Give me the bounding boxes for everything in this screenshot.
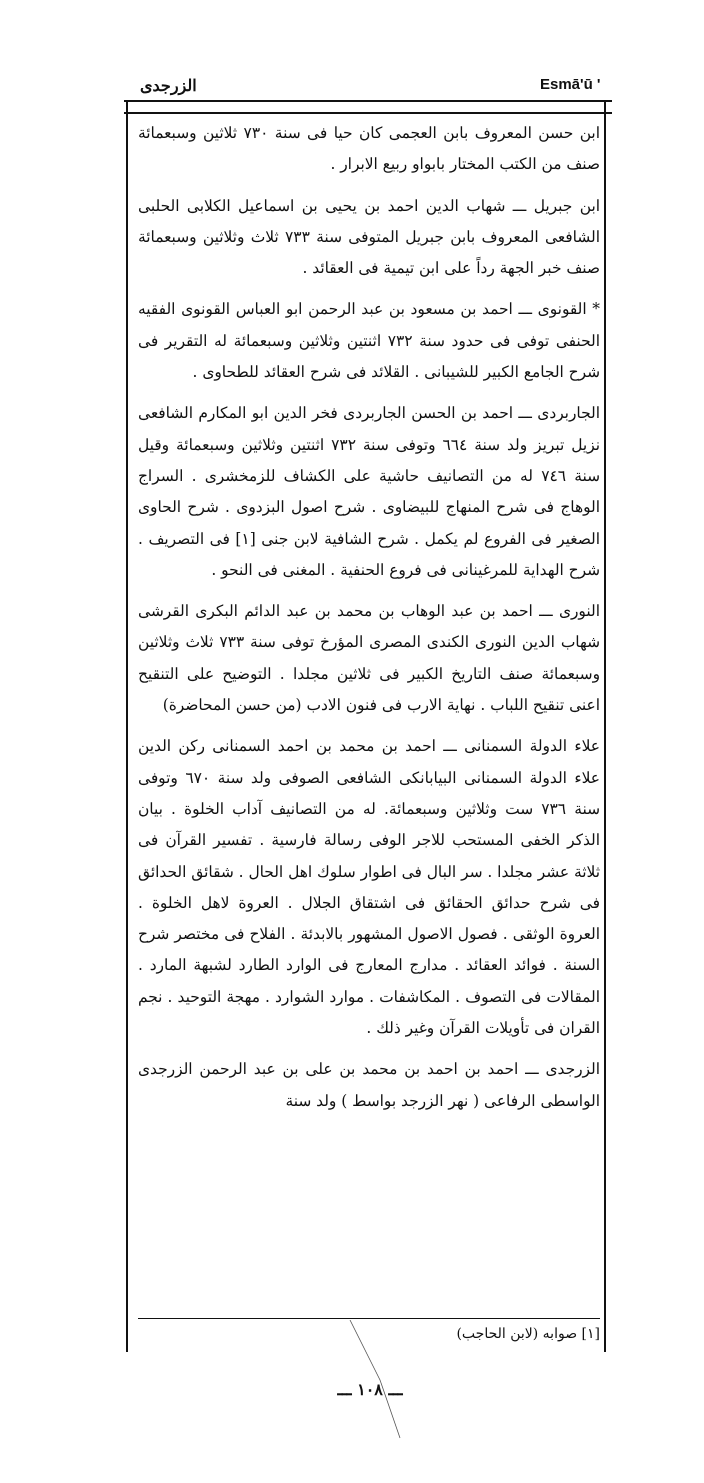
column-border-left (126, 102, 128, 1352)
main-text-column (138, 118, 600, 1127)
header-rule (124, 100, 612, 102)
entry-paragraph: علاء الدولة السمنانى ـــ احمد بن محمد بن احمد السمنانى ركن الدين علاء الدولة السمنانى البيابانكى الشافعى الصوفى ولد سنة ٦٧٠ وتوفى سنة ٧٣٦ ست وثلاثين وسبعمائة. له من التصانيف آداب الخلوة . بيان الذكر الخفى المستحب للاجر الوفى رسالة فارسية . تفسير القرآن فى ثلاثة عشر مجلدا . سر البال فى اطوار سلوك اهل الحال . شقائق الحدائق فى شرح حدائق الحقائق فى اشتقاق الجلال . العروة لاهل الخلوة . العروة الوثقى . فصول الاصول المشهور بالابدئة . الفلاح فى مختصر شرح السنة . فوائد العقائد . مدارج المعارج فى الوارد الطارد لشبهة المارد . المقالات فى التصوف . المكاشفات . موارد الشوارد . مهجة التوحيد . نجم القران فى تأويلات القرآن وغير ذلك . (138, 737, 601, 1038)
entry-paragraph: ابن حسن المعروف بابن العجمى كان حيا فى سنة ٧٣٠ ثلاثين وسبعمائة صنف من الكتب المختار بابواو ربيع الابرار . (138, 124, 600, 174)
header-left-label: Esmā'ū ' (540, 76, 601, 93)
entry-paragraph: ابن جبريل ـــ شهاب الدين احمد بن يحيى بن اسماعيل الكلابى الحلبى الشافعى المعروف بابن جبريل المتوفى سنة ٧٣٣ ثلاث وثلاثين وسبعمائة صنف خبر الجهة رداً على ابن تيمية فى العقائد . (138, 196, 600, 278)
entry-paragraph: الجاربردى ـــ احمد بن الحسن الجاربردى فخر الدين ابو المكارم الشافعى نزيل تبريز ولد سنة ٦٦٤ وتوفى سنة ٧٣٢ اثنتين وثلاثين وسبعمائة وقيل سنة ٧٤٦ له من التصانيف حاشية على الكشاف للزمخشرى . السراج الوهاج فى شرح المنهاج للبيضاوى . شرح اصول البزدوى . شرح الحاوى الصغير فى الفروع لم يكمل . شرح الشافية لابن جنى [١] فى التصريف . شرح الهداية للمرغينانى فى فروع الحنفية . المغنى فى النحو . (138, 404, 601, 579)
entry-paragraph: * القونوى ـــ احمد بن مسعود بن عبد الرحمن ابو العباس القونوى الفقيه الحنفى توفى فى حدود سنة ٧٣٢ اثنتين وثلاثين وسبعمائة له التقرير فى شرح الجامع الكبير للشيبانى . القلائد فى شرح العقائد للطحاوى . (138, 300, 600, 382)
header-running-title: الزرجدى (140, 76, 197, 95)
entry-paragraph: النورى ـــ احمد بن عبد الوهاب بن محمد بن عبد الدائم البكرى القرشى شهاب الدين النورى الكندى المصرى المؤرخ توفى سنة ٧٣٣ ثلاث وثلاثين وسبعمائة صنف التاريخ الكبير فى ثلاثين مجلدا . التوضيح على التنقيح اعنى تنقيح اللباب . نهاية الارب فى فنون الادب (من حسن المحاضرة) (138, 602, 600, 715)
footnote: [١] صوابه (لابن الحاجب) (456, 1326, 600, 1342)
column-border-right (604, 102, 606, 1352)
footnote-rule (138, 1318, 600, 1319)
page-number: ـــ ١٠٨ ـــ (337, 1380, 403, 1399)
entry-paragraph: الزرجدى ـــ احمد بن احمد بن محمد بن على بن عبد الرحمن الزرجدى الواسطى الرفاعى ( نهر الزرجد بواسط ) ولد سنة (138, 1060, 600, 1110)
header-rule-secondary (124, 112, 612, 114)
